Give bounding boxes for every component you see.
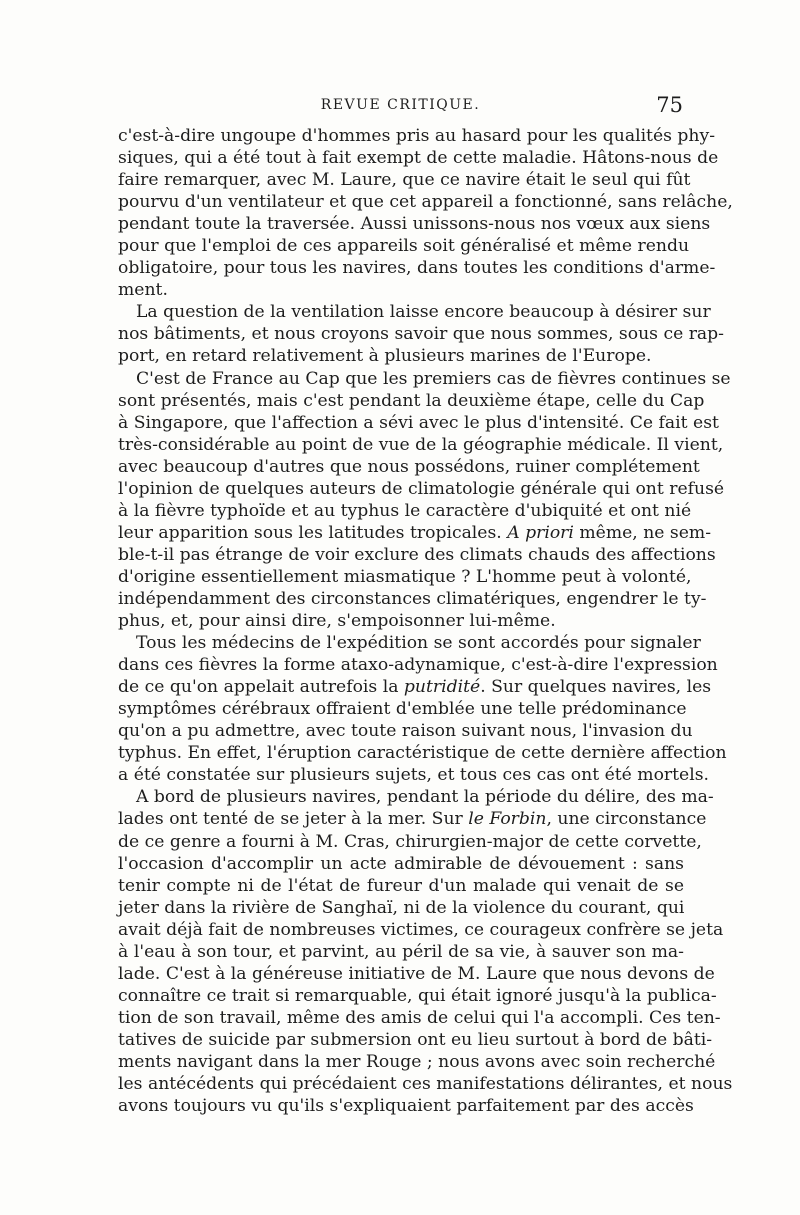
text-line: pourvu d'un ventilateur et que cet appareil a fonctionné, sans relâche, <box>118 192 733 213</box>
text-line: avait déjà fait de nombreuses victimes, ce courageux confrère se jeta <box>118 919 724 940</box>
italic-phrase: A priori <box>507 522 574 543</box>
text-line: très-considérable au point de vue de la géographie médicale. Il vient, <box>118 434 724 455</box>
text-line: ble-t-il pas étrange de voir exclure des climats chauds des affections <box>118 544 716 565</box>
paragraph-first-line: C'est de France au Cap que les premiers cas de fièvres continues se <box>136 368 731 389</box>
text-line: qu'on a pu admettre, avec toute raison suivant nous, l'invasion du <box>118 721 693 742</box>
text-line: lades ont tenté de se jeter à la mer. Sur le Forbin, une circonstance <box>118 809 707 830</box>
italic-phrase: le Forbin <box>468 809 547 830</box>
text-line: c'est-à-dire ungoupe d'hommes pris au hasard pour les qualités phy- <box>118 126 716 146</box>
text-line: avec beaucoup d'autres que nous possédons, ruiner complétement <box>118 456 700 477</box>
paragraph-first-line: A bord de plusieurs navires, pendant la période du délire, des ma- <box>136 787 714 808</box>
text-line: les antécédents qui précédaient ces manifestations délirantes, et nous <box>118 1074 733 1095</box>
text-line: connaître ce trait si remarquable, qui était ignoré jusqu'à la publica- <box>118 985 717 1006</box>
text-line: typhus. En effet, l'éruption caractéristique de cette dernière affection <box>118 743 727 764</box>
text-line: avons toujours vu qu'ils s'expliquaient parfaitement par des accès <box>118 1096 694 1117</box>
text-line: symptômes cérébraux offraient d'emblée une telle prédominance <box>118 699 687 720</box>
text-line: siques, qui a été tout à fait exempt de cette maladie. Hâtons-nous de <box>118 148 719 169</box>
body-text <box>118 125 733 1117</box>
text-line: dans ces fièvres la forme ataxo-adynamique, c'est-à-dire l'expression <box>118 655 718 676</box>
text-line: de ce genre a fourni à M. Cras, chirurgien-major de cette corvette, <box>118 831 702 852</box>
text-line: lade. C'est à la généreuse initiative de M. Laure que nous devons de <box>118 963 715 984</box>
text-line: obligatoire, pour tous les navires, dans toutes les conditions d'arme- <box>118 258 716 279</box>
text-line: tion de son travail, même des amis de celui qui l'a accompli. Ces ten- <box>118 1007 721 1028</box>
text-line: leur apparition sous les latitudes tropicales. A priori même, ne sem- <box>118 522 712 543</box>
paragraph-first-line: Tous les médecins de l'expédition se sont accordés pour signaler <box>136 633 701 654</box>
text-line: d'origine essentiellement miasmatique ? L'homme peut à volonté, <box>118 566 692 587</box>
text-line: à l'eau à son tour, et parvint, au péril de sa vie, à sauver son ma- <box>118 941 684 962</box>
text-line: à la fièvre typhoïde et au typhus le caractère d'ubiquité et ont nié <box>118 500 692 521</box>
page-number: 75 <box>656 93 683 117</box>
paragraph-first-line: La question de la ventilation laisse encore beaucoup à désirer sur <box>136 302 711 323</box>
text-line: pour que l'emploi de ces appareils soit généralisé et même rendu <box>118 236 690 257</box>
text-line: pendant toute la traversée. Aussi unissons-nous nos vœux aux siens <box>118 214 711 235</box>
text-line: jeter dans la rivière de Sanghaï, ni de la violence du courant, qui <box>118 897 685 918</box>
text-line: l'opinion de quelques auteurs de climatologie générale qui ont refusé <box>118 478 725 499</box>
text-line: de ce qu'on appelait autrefois la putridité. Sur quelques navires, les <box>118 677 712 698</box>
text-line: tatives de suicide par submersion ont eu lieu surtout à bord de bâti- <box>118 1029 713 1050</box>
running-title: REVUE CRITIQUE. <box>320 97 481 113</box>
text-line: ment. <box>118 280 168 301</box>
text-line: phus, et, pour ainsi dire, s'empoisonner lui-même. <box>118 611 556 632</box>
text-line: tenir compte ni de l'état de fureur d'un malade qui venait de se <box>118 875 684 896</box>
text-line: l'occasion d'accomplir un acte admirable de dévouement : sans <box>118 853 684 874</box>
italic-phrase: putridité <box>403 677 481 698</box>
text-line: port, en retard relativement à plusieurs marines de l'Europe. <box>118 346 652 367</box>
text-line: sont présentés, mais c'est pendant la deuxième étape, celle du Cap <box>118 390 705 411</box>
text-line: à Singapore, que l'affection a sévi avec le plus d'intensité. Ce fait est <box>118 412 719 433</box>
text-line: faire remarquer, avec M. Laure, que ce navire était le seul qui fût <box>118 170 691 191</box>
text-line: nos bâtiments, et nous croyons savoir que nous sommes, sous ce rap- <box>118 324 724 345</box>
text-line: a été constatée sur plusieurs sujets, et tous ces cas ont été mortels. <box>118 765 710 786</box>
text-line: indépendamment des circonstances climatériques, engendrer le ty- <box>118 588 707 609</box>
text-line: ments navigant dans la mer Rouge ; nous avons avec soin recherché <box>118 1051 716 1072</box>
running-head <box>118 93 683 123</box>
